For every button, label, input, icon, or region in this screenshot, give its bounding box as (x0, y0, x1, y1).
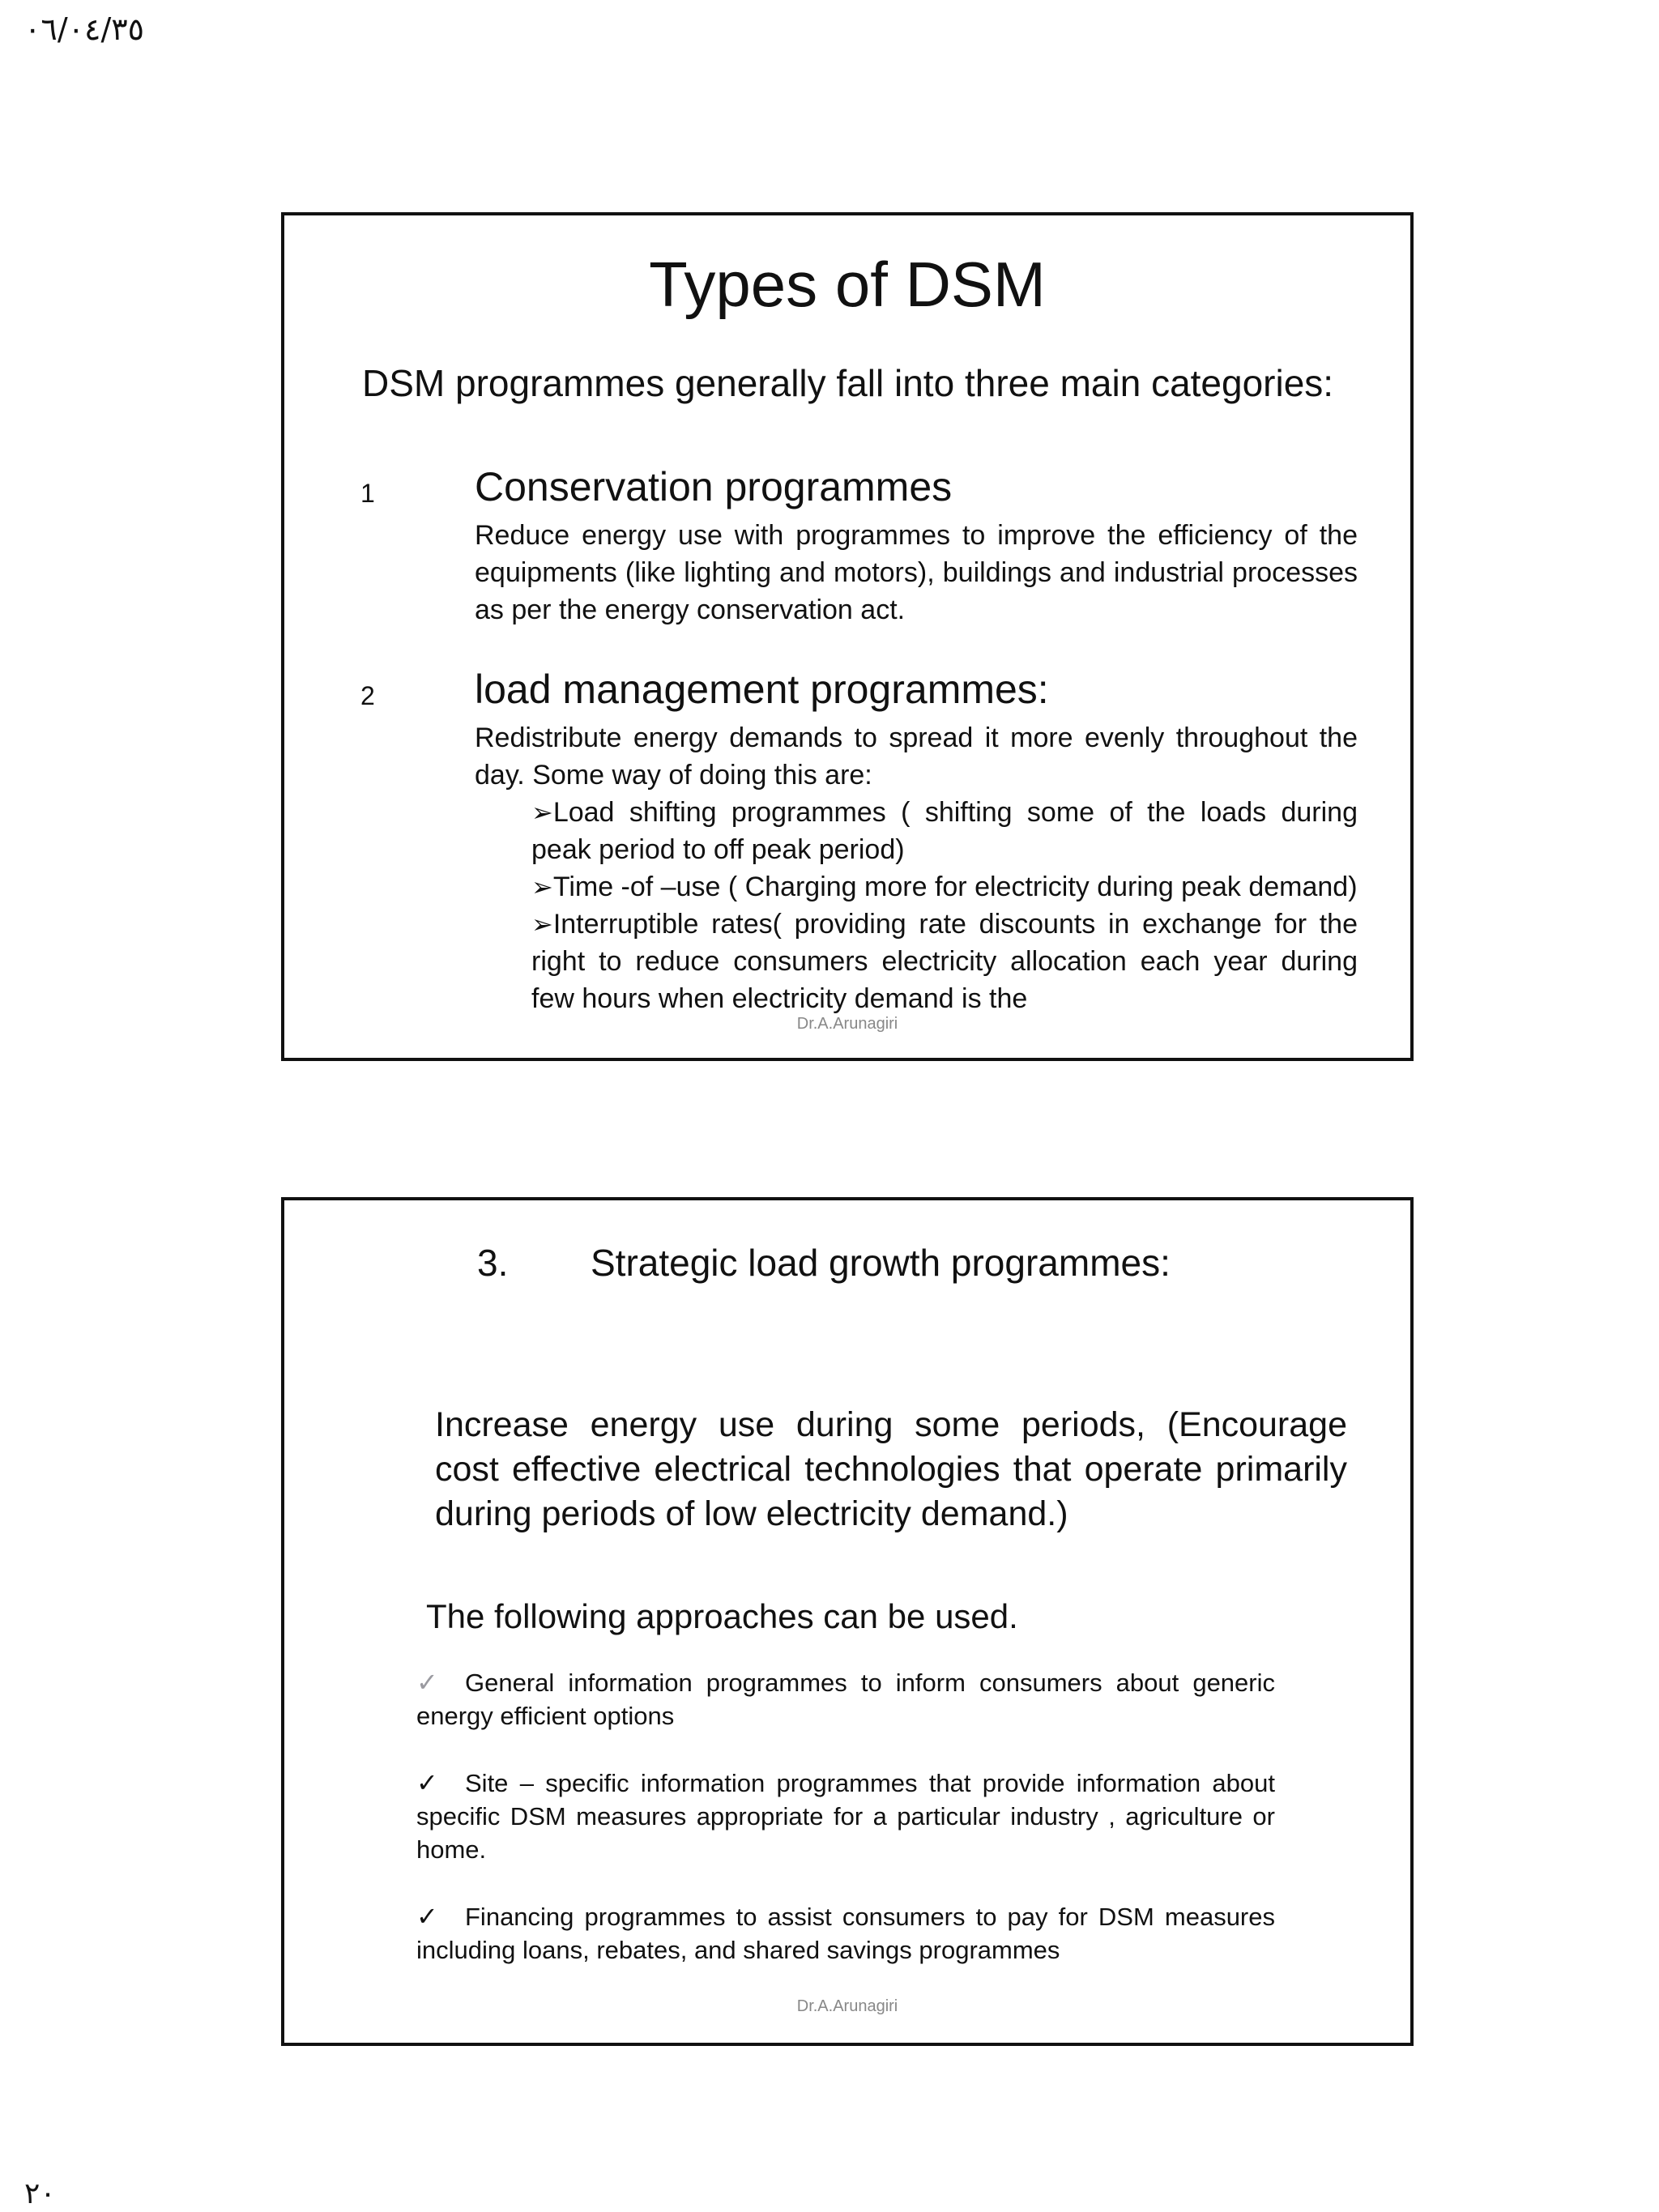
item-body: Reduce energy use with programmes to improve the efficiency of the equipments (like lighting and motors), buildings and industrial processes as per the energy conservation act. (475, 520, 1358, 625)
checkmark-icon: ✓ (416, 1668, 438, 1697)
section-title: Strategic load growth programmes: (591, 1242, 1171, 1284)
item-body: Redistribute energy demands to spread it more evenly throughout the day. Some way of doing this are: (475, 722, 1358, 791)
slide-types-of-dsm (281, 212, 1414, 1061)
approach-list (416, 1666, 1275, 2001)
slide-title: Types of DSM (649, 249, 1046, 320)
checkmark-icon: ✓ (416, 1902, 438, 1931)
section-number: 3. (477, 1242, 509, 1284)
approaches-lead: The following approaches can be used. (426, 1597, 1018, 1635)
section-paragraph: Increase energy use during some periods, (Encourage cost effective electrical technologies that operate primarily during periods of low electricity demand.) (435, 1405, 1347, 1533)
sub-item: ➢Load shifting programmes ( shifting some of the loads during peak period to off peak period) (531, 797, 1358, 865)
intro-text: DSM programmes generally fall into three main categories: (362, 362, 1334, 404)
sub-item: ➢Interruptible rates( providing rate discounts in exchange for the right to reduce consumers electricity allocation each year during few hours when electricity demand is the (531, 909, 1358, 1014)
header-date: ٠٦/٠٤/٣٥ (24, 11, 145, 47)
arrow-bullet-icon: ➢ (531, 910, 553, 939)
item-number: 2 (360, 681, 375, 710)
item-heading: load management programmes: (475, 667, 1049, 712)
page-number: ٢٠ (24, 2177, 56, 2210)
slide-footer: Dr.A.Arunagiri (796, 1997, 898, 2015)
slide-footer: Dr.A.Arunagiri (796, 1015, 898, 1033)
approach-item: ✓ Financing programmes to assist consumers to pay for DSM measures including loans, rebates, and shared savings programmes (416, 1902, 1275, 1964)
checkmark-icon: ✓ (416, 1768, 438, 1797)
approach-item: ✓ General information programmes to inform consumers about generic energy efficient options (416, 1668, 1275, 1730)
item-number: 1 (360, 479, 375, 508)
item-heading: Conservation programmes (475, 464, 953, 509)
slide-strategic-load-growth (281, 1197, 1414, 2046)
approach-item: ✓ Site – specific information programmes that provide information about specific DSM measures appropriate for a particular industry , agriculture or home. (416, 1768, 1275, 1864)
sub-item-list (531, 794, 1358, 1017)
arrow-bullet-icon: ➢ (531, 798, 553, 827)
sub-item: ➢Time -of –use ( Charging more for electricity during peak demand) (531, 872, 1358, 902)
section-heading (477, 1241, 1171, 1285)
arrow-bullet-icon: ➢ (531, 872, 553, 901)
